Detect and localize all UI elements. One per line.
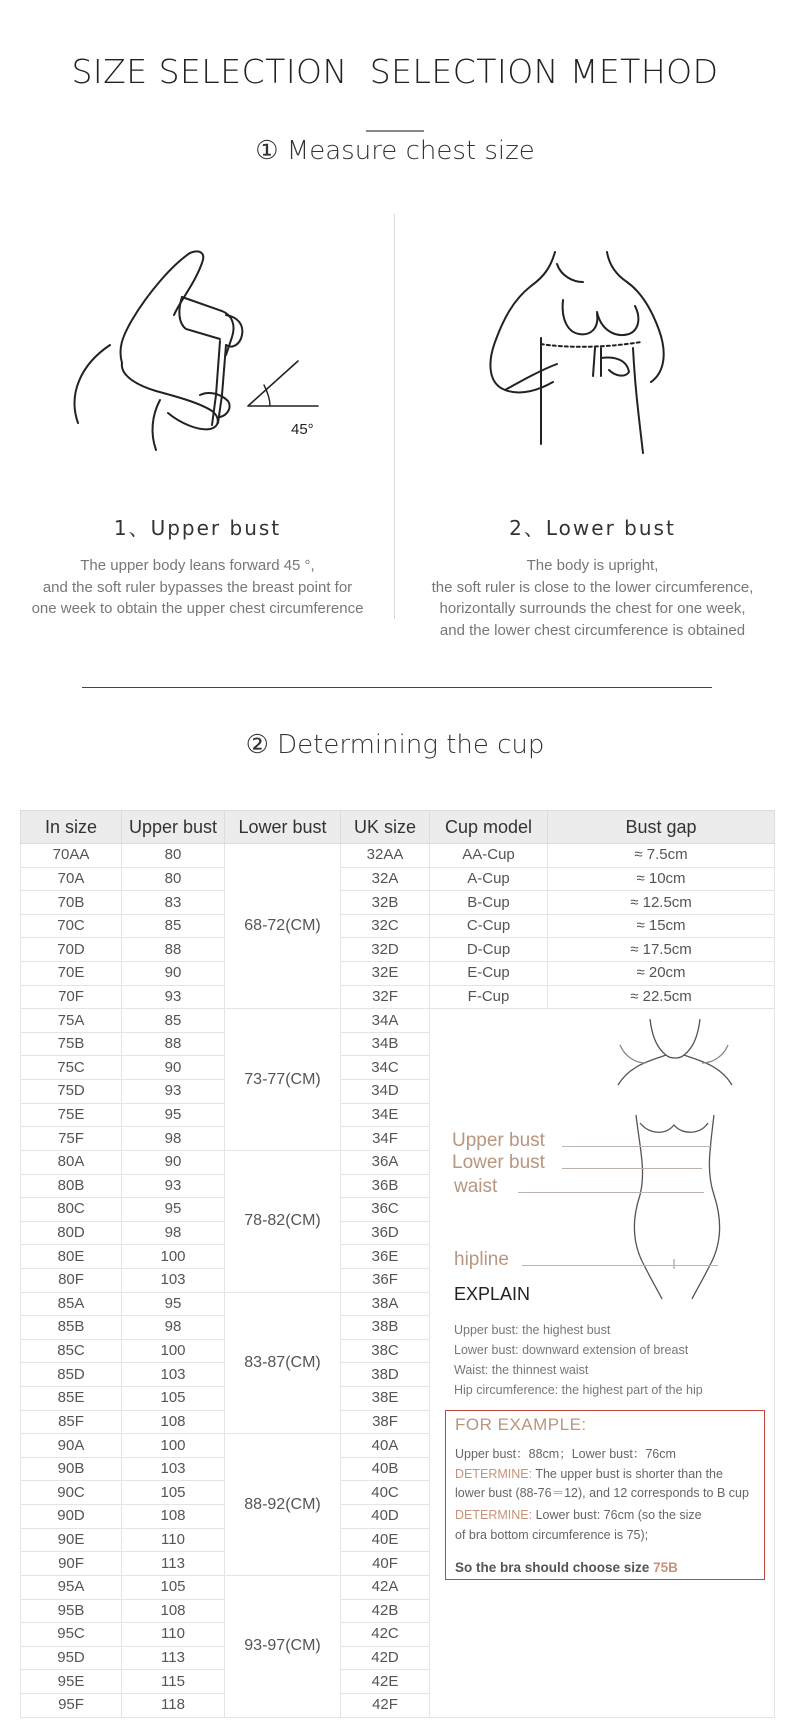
- cell-uk-size: 40C: [341, 1481, 430, 1505]
- lower-desc-line: and the lower chest circumference is obtained: [439, 621, 746, 639]
- cell-uk-size: 32D: [341, 938, 430, 962]
- cell-lower-bust: 93-97(CM): [225, 1575, 341, 1717]
- cell-uk-size: 36D: [341, 1221, 430, 1245]
- determine-text: The upper bust is shorter than the: [535, 1467, 723, 1482]
- cell-upper-bust: 103: [122, 1268, 225, 1292]
- cell-lower-bust: 78-82(CM): [225, 1150, 341, 1292]
- cell-upper-bust: 80: [122, 867, 225, 891]
- section-divider: [82, 687, 712, 688]
- cell-uk-size: 32A: [341, 867, 430, 891]
- conclusion-text: So the bra should choose size: [455, 1560, 650, 1576]
- example-box: [445, 1410, 765, 1580]
- cell-uk-size: 32E: [341, 962, 430, 986]
- cell-uk-size: 38A: [341, 1292, 430, 1316]
- cell-upper-bust: 90: [122, 1150, 225, 1174]
- tape-measure: [541, 342, 641, 347]
- cell-uk-size: 40A: [341, 1434, 430, 1458]
- cell-upper-bust: 88: [122, 938, 225, 962]
- left-breast-contour: [563, 300, 598, 334]
- explain-line: Lower bust: downward extension of breast: [454, 1343, 689, 1358]
- title-selection-method: SELECTION METHOD: [369, 52, 719, 91]
- cell-cup-model: E-Cup: [430, 962, 548, 986]
- angle-lines: [248, 361, 318, 406]
- cell-in-size: 80B: [21, 1174, 122, 1198]
- cell-in-size: 95B: [21, 1599, 122, 1623]
- cell-in-size: 85D: [21, 1363, 122, 1387]
- cell-in-size: 75B: [21, 1032, 122, 1056]
- cell-uk-size: 32F: [341, 985, 430, 1009]
- thigh-contour: [153, 400, 160, 450]
- cell-uk-size: 40E: [341, 1528, 430, 1552]
- cell-upper-bust: 98: [122, 1316, 225, 1340]
- cell-upper-bust: 95: [122, 1292, 225, 1316]
- table-row: [21, 962, 775, 986]
- cell-in-size: 70D: [21, 938, 122, 962]
- cell-uk-size: 42A: [341, 1575, 430, 1599]
- table-row: [21, 867, 775, 891]
- lower-desc-line: horizontally surrounds the chest for one week,: [439, 600, 746, 617]
- cell-upper-bust: 93: [122, 1174, 225, 1198]
- step-lower-bust-title: 2、Lower bust: [509, 516, 676, 540]
- neck-contour: [650, 1019, 700, 1058]
- cell-upper-bust: 90: [122, 1056, 225, 1080]
- cell-upper-bust: 105: [122, 1387, 225, 1411]
- table-row: [21, 914, 775, 938]
- cell-uk-size: 38F: [341, 1410, 430, 1434]
- cell-upper-bust: 83: [122, 891, 225, 915]
- cell-in-size: 85A: [21, 1292, 122, 1316]
- example-determine-2: [455, 1506, 702, 1524]
- cell-in-size: 95C: [21, 1623, 122, 1647]
- cell-bust-gap: ≈ 20cm: [548, 962, 775, 986]
- step-upper-bust-title: 1、Upper bust: [113, 516, 282, 540]
- cell-in-size: 90A: [21, 1434, 122, 1458]
- cell-lower-bust: 83-87(CM): [225, 1292, 341, 1434]
- cell-uk-size: 36B: [341, 1174, 430, 1198]
- explain-line: Hip circumference: the highest part of the hip: [454, 1383, 703, 1398]
- cell-uk-size: 32C: [341, 914, 430, 938]
- cell-upper-bust: 105: [122, 1575, 225, 1599]
- cell-bust-gap: ≈ 17.5cm: [548, 938, 775, 962]
- cell-uk-size: 36A: [341, 1150, 430, 1174]
- cell-uk-size: 34D: [341, 1080, 430, 1104]
- cell-in-size: 70C: [21, 914, 122, 938]
- cell-uk-size: 42B: [341, 1599, 430, 1623]
- cell-uk-size: 32B: [341, 891, 430, 915]
- header-in-size: In size: [21, 811, 122, 844]
- hipline-line: [522, 1265, 718, 1266]
- table-row: [21, 844, 775, 868]
- cell-upper-bust: 100: [122, 1434, 225, 1458]
- cell-in-size: 80F: [21, 1268, 122, 1292]
- label-waist: waist: [454, 1176, 498, 1198]
- cell-bust-gap: ≈ 15cm: [548, 914, 775, 938]
- cell-in-size: 75D: [21, 1080, 122, 1104]
- step-upper-bust-description: [0, 555, 395, 620]
- header-uk-size: UK size: [341, 811, 430, 844]
- cell-in-size: 75A: [21, 1009, 122, 1033]
- header-lower-bust: Lower bust: [225, 811, 341, 844]
- lower-bust-illustration: [465, 248, 725, 463]
- right-arm-contour: [607, 252, 664, 382]
- lower-bust-line: [562, 1168, 702, 1169]
- cell-upper-bust: 100: [122, 1245, 225, 1269]
- cell-upper-bust: 105: [122, 1481, 225, 1505]
- cell-upper-bust: 118: [122, 1693, 225, 1717]
- cell-upper-bust: 113: [122, 1646, 225, 1670]
- table-row: [21, 1009, 775, 1033]
- section-cup-heading: ② Determining the cup: [245, 730, 545, 760]
- title-underline: [366, 130, 424, 132]
- title-size-selection: SIZE SELECTION: [71, 52, 348, 91]
- waist-line: [518, 1192, 704, 1193]
- cell-upper-bust: 80: [122, 844, 225, 868]
- cell-in-size: 95D: [21, 1646, 122, 1670]
- cell-upper-bust: 95: [122, 1103, 225, 1127]
- tape-hanging: [212, 341, 226, 425]
- upper-bust-line: [562, 1146, 712, 1147]
- cell-in-size: 90F: [21, 1552, 122, 1576]
- tape-ends: [593, 348, 601, 376]
- neck-contour: [557, 264, 583, 282]
- cell-in-size: 75C: [21, 1056, 122, 1080]
- step-lower-bust-description: [395, 555, 790, 641]
- cell-bust-gap: ≈ 7.5cm: [548, 844, 775, 868]
- cell-in-size: 90D: [21, 1505, 122, 1529]
- cell-uk-size: 34F: [341, 1127, 430, 1151]
- upper-desc-line: and the soft ruler bypasses the breast point for: [42, 578, 353, 596]
- hair-contour: [620, 1045, 728, 1063]
- cell-uk-size: 40B: [341, 1457, 430, 1481]
- cell-cup-model: A-Cup: [430, 867, 548, 891]
- cell-upper-bust: 103: [122, 1363, 225, 1387]
- table-row: [21, 985, 775, 1009]
- cell-upper-bust: 100: [122, 1339, 225, 1363]
- cell-in-size: 90E: [21, 1528, 122, 1552]
- measurement-guide-panel: [430, 1009, 775, 1717]
- label-upper-bust: Upper bust: [452, 1130, 545, 1152]
- explain-title: EXPLAIN: [454, 1284, 531, 1305]
- cell-in-size: 90B: [21, 1457, 122, 1481]
- cell-cup-model: AA-Cup: [430, 844, 548, 868]
- cell-in-size: 70B: [21, 891, 122, 915]
- cell-uk-size: 42F: [341, 1693, 430, 1717]
- example-measurements: Upper bust：88cm；Lower bust：76cm: [455, 1447, 676, 1462]
- cell-upper-bust: 110: [122, 1623, 225, 1647]
- cell-in-size: 80C: [21, 1198, 122, 1222]
- right-side-contour: [692, 1115, 720, 1299]
- example-determine-1: [455, 1465, 723, 1483]
- lower-desc-line: the soft ruler is close to the lower circumference,: [431, 578, 754, 596]
- determine-tag: DETERMINE:: [455, 1508, 533, 1523]
- example-title: FOR EXAMPLE:: [455, 1415, 587, 1435]
- upper-desc-line: one week to obtain the upper chest circumference: [31, 600, 364, 617]
- header-upper-bust: Upper bust: [122, 811, 225, 844]
- label-lower-bust: Lower bust: [452, 1152, 545, 1174]
- cell-uk-size: 42D: [341, 1646, 430, 1670]
- cell-uk-size: 38E: [341, 1387, 430, 1411]
- cell-cup-model: F-Cup: [430, 985, 548, 1009]
- cell-uk-size: 38B: [341, 1316, 430, 1340]
- cell-uk-size: 34C: [341, 1056, 430, 1080]
- cell-in-size: 90C: [21, 1481, 122, 1505]
- cell-cup-model: C-Cup: [430, 914, 548, 938]
- table-row: [21, 891, 775, 915]
- cell-uk-size: 34E: [341, 1103, 430, 1127]
- cell-upper-bust: 98: [122, 1221, 225, 1245]
- cell-cup-model: D-Cup: [430, 938, 548, 962]
- left-arm-contour: [490, 252, 555, 392]
- torso-contour: [541, 338, 643, 453]
- cell-in-size: 80E: [21, 1245, 122, 1269]
- cell-upper-bust: 93: [122, 1080, 225, 1104]
- cell-upper-bust: 95: [122, 1198, 225, 1222]
- cell-uk-size: 38C: [341, 1339, 430, 1363]
- table-header-row: [21, 811, 775, 844]
- body-silhouette: [610, 1019, 740, 1299]
- cell-bust-gap: ≈ 12.5cm: [548, 891, 775, 915]
- table-row: [21, 938, 775, 962]
- cell-uk-size: 38D: [341, 1363, 430, 1387]
- cell-uk-size: 34B: [341, 1032, 430, 1056]
- cell-in-size: 80D: [21, 1221, 122, 1245]
- lower-desc-line: The body is upright,: [526, 557, 659, 574]
- cell-in-size: 95A: [21, 1575, 122, 1599]
- cell-upper-bust: 90: [122, 962, 225, 986]
- cell-uk-size: 42C: [341, 1623, 430, 1647]
- cell-upper-bust: 108: [122, 1410, 225, 1434]
- cell-uk-size: 40D: [341, 1505, 430, 1529]
- bust-contour: [640, 1123, 708, 1132]
- left-side-contour: [634, 1115, 662, 1299]
- cell-lower-bust: 68-72(CM): [225, 844, 341, 1009]
- cell-in-size: 70A: [21, 867, 122, 891]
- cell-lower-bust: 73-77(CM): [225, 1009, 341, 1151]
- hip-contour: [75, 345, 110, 423]
- cell-upper-bust: 110: [122, 1528, 225, 1552]
- explain-line: Upper bust: the highest bust: [454, 1323, 611, 1338]
- cell-in-size: 70F: [21, 985, 122, 1009]
- determine-tag: DETERMINE:: [455, 1467, 533, 1482]
- cell-upper-bust: 103: [122, 1457, 225, 1481]
- cell-upper-bust: 108: [122, 1505, 225, 1529]
- cell-in-size: 85E: [21, 1387, 122, 1411]
- cell-in-size: 70AA: [21, 844, 122, 868]
- cell-uk-size: 36C: [341, 1198, 430, 1222]
- cell-in-size: 75F: [21, 1127, 122, 1151]
- cell-upper-bust: 98: [122, 1127, 225, 1151]
- cell-in-size: 85B: [21, 1316, 122, 1340]
- cell-in-size: 80A: [21, 1150, 122, 1174]
- cell-upper-bust: 85: [122, 914, 225, 938]
- cell-in-size: 75E: [21, 1103, 122, 1127]
- cell-uk-size: 34A: [341, 1009, 430, 1033]
- cell-upper-bust: 113: [122, 1552, 225, 1576]
- label-hipline: hipline: [454, 1249, 509, 1271]
- cell-in-size: 95F: [21, 1693, 122, 1717]
- determine-text: Lower bust: 76cm (so the size: [535, 1508, 702, 1523]
- cell-upper-bust: 108: [122, 1599, 225, 1623]
- cell-upper-bust: 115: [122, 1670, 225, 1694]
- cell-uk-size: 32AA: [341, 844, 430, 868]
- angle-label: 45°: [291, 421, 314, 438]
- example-determine-1-cont: lower bust (88-76＝12), and 12 corresponds to B cup: [455, 1486, 749, 1501]
- header-cup-model: Cup model: [430, 811, 548, 844]
- cell-uk-size: 36F: [341, 1268, 430, 1292]
- cell-cup-model: B-Cup: [430, 891, 548, 915]
- cell-in-size: 95E: [21, 1670, 122, 1694]
- cell-in-size: 85F: [21, 1410, 122, 1434]
- cell-uk-size: 42E: [341, 1670, 430, 1694]
- cell-in-size: 85C: [21, 1339, 122, 1363]
- cell-upper-bust: 85: [122, 1009, 225, 1033]
- header-bust-gap: Bust gap: [548, 811, 775, 844]
- page-title: [0, 52, 790, 91]
- forearm-contour: [505, 364, 557, 390]
- cell-bust-gap: ≈ 10cm: [548, 867, 775, 891]
- hand-contour: [601, 358, 629, 376]
- cell-upper-bust: 88: [122, 1032, 225, 1056]
- arm-contour: [122, 363, 218, 429]
- section-measure-heading: ① Measure chest size: [255, 136, 535, 166]
- example-determine-2-cont: of bra bottom circumference is 75);: [455, 1528, 649, 1543]
- cell-uk-size: 36E: [341, 1245, 430, 1269]
- explain-line: Waist: the thinnest waist: [454, 1363, 589, 1378]
- right-breast-contour: [597, 306, 638, 335]
- conclusion-size: 75B: [653, 1560, 678, 1576]
- cell-uk-size: 40F: [341, 1552, 430, 1576]
- cell-lower-bust: 88-92(CM): [225, 1434, 341, 1576]
- upper-desc-line: The upper body leans forward 45 °,: [80, 557, 315, 574]
- cell-in-size: 70E: [21, 962, 122, 986]
- size-table: [20, 810, 775, 1718]
- cell-bust-gap: ≈ 22.5cm: [548, 985, 775, 1009]
- example-conclusion: [455, 1559, 678, 1577]
- cell-upper-bust: 93: [122, 985, 225, 1009]
